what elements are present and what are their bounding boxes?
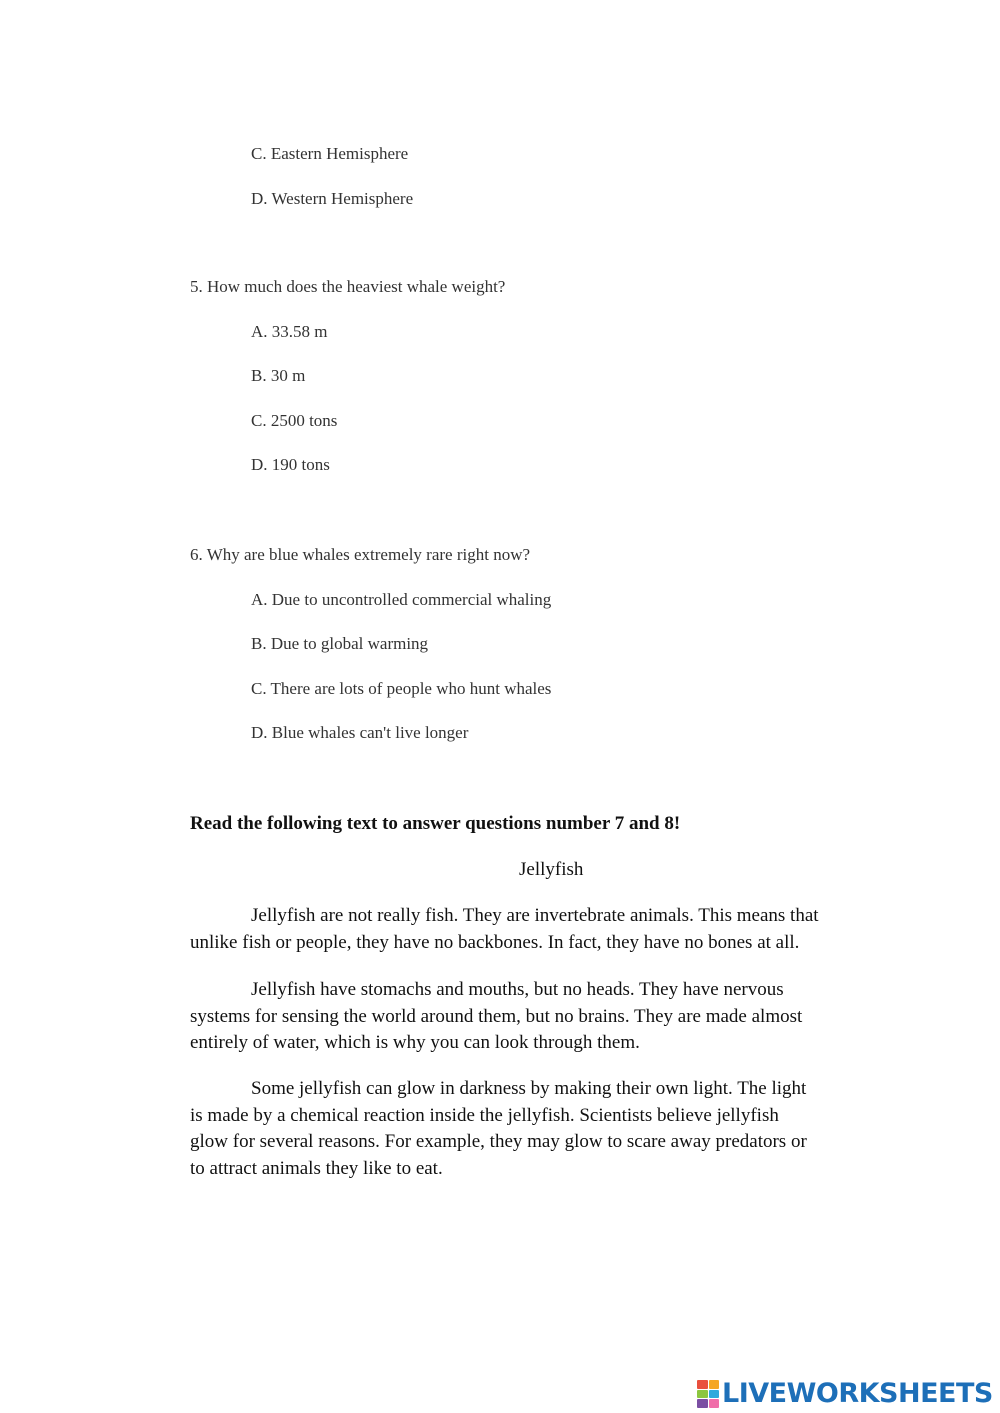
passage-title: Jellyfish <box>519 859 584 880</box>
paragraph-3-line-3: glow for several reasons. For example, they may glow to scare away predators or <box>190 1131 807 1152</box>
q5-option-b: B. 30 m <box>251 366 306 385</box>
passage-paragraph-3 <box>190 1076 860 1182</box>
q6-option-d: D. Blue whales can't live longer <box>251 723 469 742</box>
q6-option-c: C. There are lots of people who hunt whales <box>251 679 552 698</box>
question-6-text: 6. Why are blue whales extremely rare right now? <box>190 545 531 564</box>
paragraph-3-line-4: to attract animals they like to eat. <box>190 1157 443 1179</box>
q5-option-d: D. 190 tons <box>251 455 330 474</box>
q4-option-c: C. Eastern Hemisphere <box>251 144 409 163</box>
question-5-text: 5. How much does the heaviest whale weight? <box>190 277 506 296</box>
paragraph-1-line-2: unlike fish or people, they have no backbones. In fact, they have no bones at all. <box>190 931 800 953</box>
paragraph-2-line-2: systems for sensing the world around them, but no brains. They are made almost <box>190 1005 803 1027</box>
q5-option-c: C. 2500 tons <box>251 411 338 430</box>
q4-option-d: D. Western Hemisphere <box>251 189 414 208</box>
logo-block-1 <box>697 1380 708 1389</box>
paragraph-3-line-1: Some jellyfish can glow in darkness by making their own light. The light <box>251 1078 807 1099</box>
reading-instruction: Read the following text to answer questions number 7 and 8! <box>190 813 681 834</box>
logo-block-2 <box>709 1380 720 1389</box>
logo-text: LIVEWORKSHEETS <box>722 1378 993 1409</box>
q5-option-a: A. 33.58 m <box>251 322 328 341</box>
paragraph-3-line-2: is made by a chemical reaction inside the jellyfish. Scientists believe jellyfish <box>190 1104 779 1126</box>
passage-paragraph-2 <box>190 977 860 1057</box>
paragraph-2-line-3: entirely of water, which is why you can look through them. <box>190 1032 640 1053</box>
liveworksheets-logo <box>697 1378 993 1410</box>
logo-block-4 <box>709 1390 720 1399</box>
logo-block-5 <box>697 1399 708 1408</box>
liveworksheets-logo-icon <box>697 1380 719 1408</box>
q6-option-a: A. Due to uncontrolled commercial whaling <box>251 590 552 609</box>
paragraph-1-line-1: Jellyfish are not really fish. They are invertebrate animals. This means that <box>251 905 819 926</box>
logo-block-3 <box>697 1390 708 1399</box>
q6-option-b: B. Due to global warming <box>251 634 429 653</box>
logo-block-6 <box>709 1399 720 1408</box>
paragraph-2-line-1: Jellyfish have stomachs and mouths, but no heads. They have nervous <box>251 979 784 1000</box>
passage-paragraph-1 <box>190 903 860 956</box>
